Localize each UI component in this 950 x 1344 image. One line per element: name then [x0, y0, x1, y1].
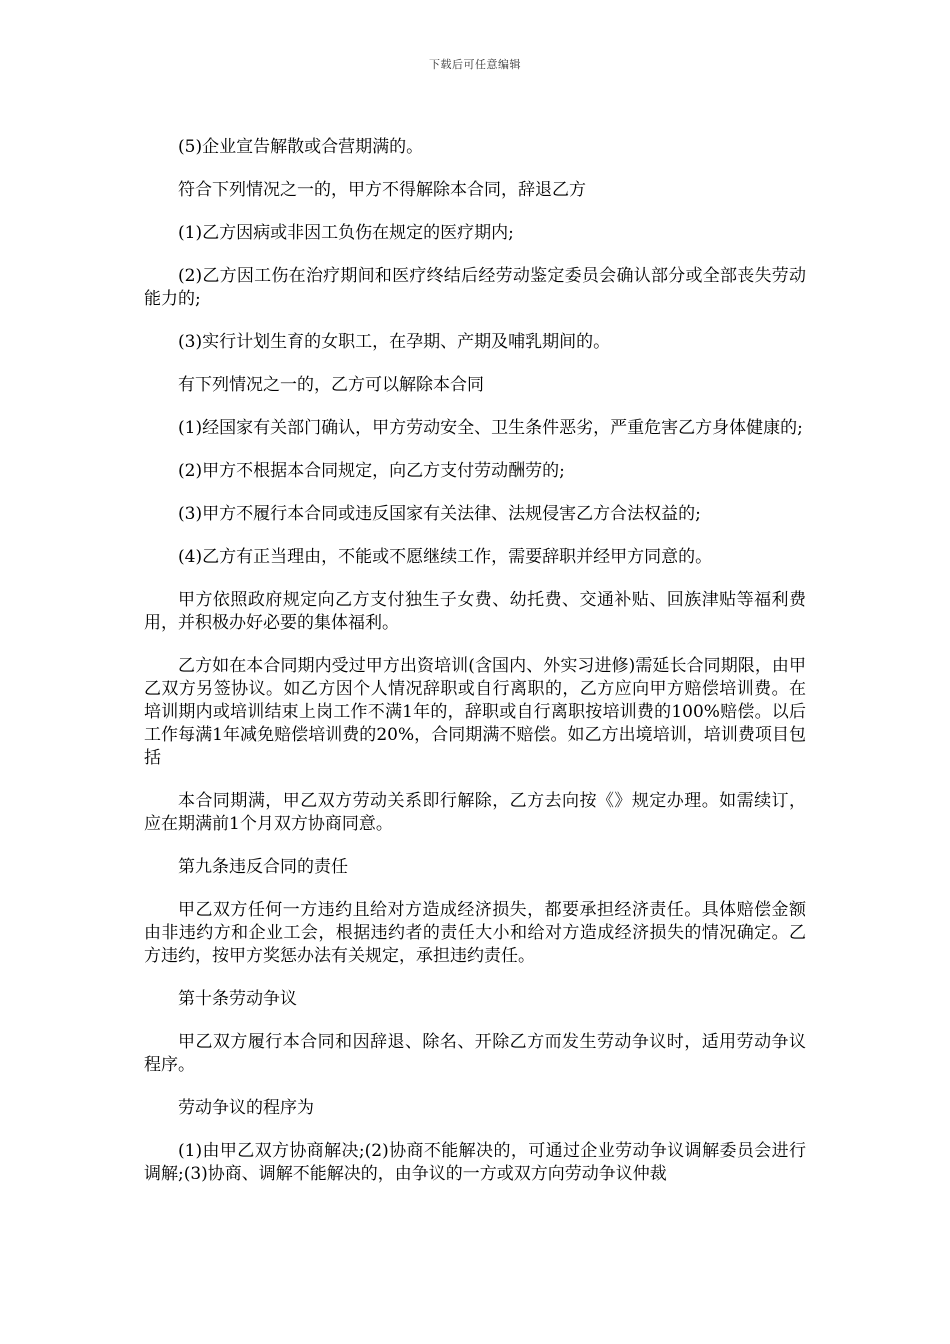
paragraph: (5)企业宣告解散或合营期满的。 — [178, 137, 424, 157]
paragraph: 符合下列情况之一的，甲方不得解除本合同，辞退乙方 — [178, 180, 586, 200]
section-heading: 第九条违反合同的责任 — [178, 857, 348, 877]
paragraph: (2)乙方因工伤在治疗期间和医疗终结后经劳动鉴定委员会确认部分或全部丧失劳动能力的; — [144, 266, 806, 309]
paragraph: (4)乙方有正当理由，不能或不愿继续工作，需要辞职并经甲方同意的。 — [178, 547, 713, 567]
paragraph: 甲乙双方任何一方违约且给对方造成经济损失，都要承担经济责任。具体赔偿金额由非违约方和企业工会，根据违约者的责任大小和给对方造成经济损失的情况确定。乙方违约，按甲方奖惩办法有关规定，承担违约责任。 — [144, 900, 806, 966]
paragraph: 乙方如在本合同期内受过甲方出资培训(含国内、外实习进修)需延长合同期限，由甲乙双方另签协议。如乙方因个人情况辞职或自行离职的，乙方应向甲方赔偿培训费。在培训期内或培训结束上岗工作不满1年的，辞职或自行离职按培训费的100%赔偿。以后工作每满1年减免赔偿培训费的20%，合同期满不赔偿。如乙方出境培训，培训费项目包括 — [144, 656, 806, 768]
paragraph: (3)实行计划生育的女职工，在孕期、产期及哺乳期间的。 — [178, 332, 611, 352]
paragraph: 甲方依照政府规定向乙方支付独生子女费、幼托费、交通补贴、回族津贴等福利费用，并积极办好必要的集体福利。 — [144, 590, 806, 633]
section-heading: 第十条劳动争议 — [178, 989, 297, 1009]
paragraph: (3)甲方不履行本合同或违反国家有关法律、法规侵害乙方合法权益的; — [178, 504, 701, 524]
paragraph: (1)由甲乙双方协商解决;(2)协商不能解决的，可通过企业劳动争议调解委员会进行调解;(3)协商、调解不能解决的，由争议的一方或双方向劳动争议仲裁 — [144, 1141, 806, 1184]
paragraph: (1)经国家有关部门确认，甲方劳动安全、卫生条件恶劣，严重危害乙方身体健康的; — [178, 418, 803, 438]
document-body — [144, 136, 806, 1206]
paragraph: 劳动争议的程序为 — [178, 1098, 314, 1118]
paragraph: 本合同期满，甲乙双方劳动关系即行解除，乙方去向按《》规定办理。如需续订，应在期满前1个月双方协商同意。 — [144, 791, 806, 834]
paragraph: 甲乙双方履行本合同和因辞退、除名、开除乙方而发生劳动争议时，适用劳动争议程序。 — [144, 1032, 806, 1075]
paragraph: (2)甲方不根据本合同规定，向乙方支付劳动酬劳的; — [178, 461, 565, 481]
paragraph: (1)乙方因病或非因工负伤在规定的医疗期内; — [178, 223, 514, 243]
paragraph: 有下列情况之一的，乙方可以解除本合同 — [178, 375, 484, 395]
page-header: 下载后可任意编辑 — [429, 58, 521, 71]
